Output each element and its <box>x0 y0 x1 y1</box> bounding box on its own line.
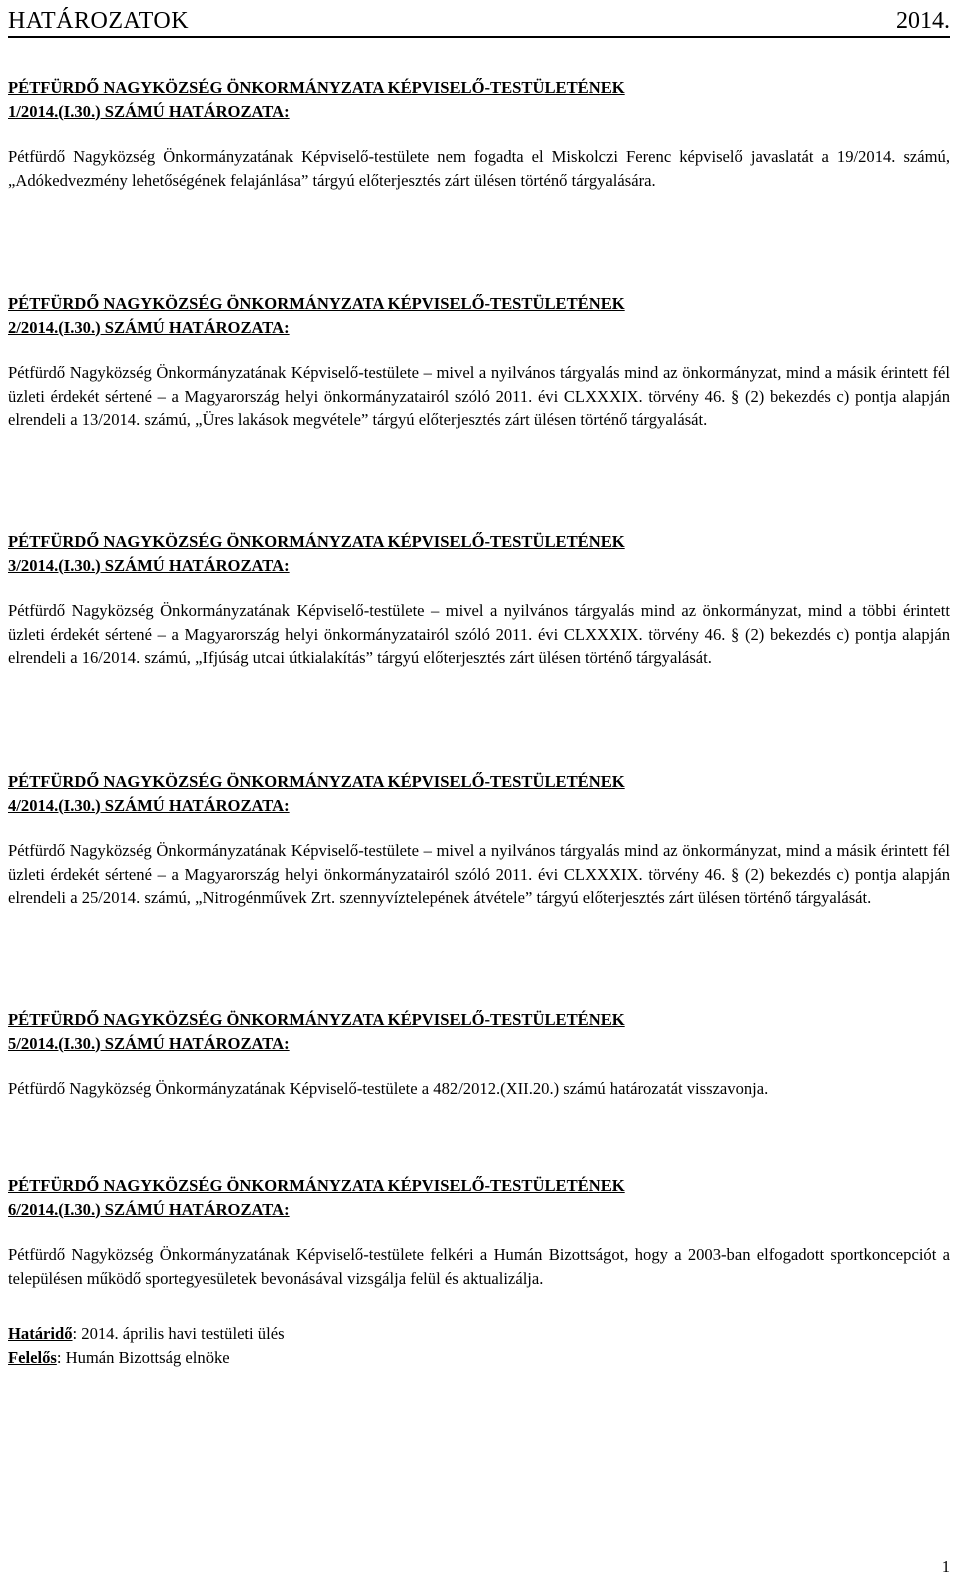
resolution-text: Pétfürdő Nagyközség Önkormányzatának Képviselő-testülete – mivel a nyilvános tárgyalás mind az önkormányzat, mind a többi érintett üzleti érdekét sértené – a Magyarország helyi önkormányzatairól szóló 2011. évi CLXXXIX. törvény 46. § (2) bekezdés c) pontja alapján elrendeli a 16/2014. számú, „Ifjúság utcai útkialakítás” tárgyú előterjesztés zárt ülésen történő tárgyalását. <box>8 601 950 667</box>
resolution-heading-body: PÉTFÜRDŐ NAGYKÖZSÉG ÖNKORMÁNYZATA KÉPVISELŐ-TESTÜLETÉNEK <box>8 78 625 97</box>
resolution-heading-body: PÉTFÜRDŐ NAGYKÖZSÉG ÖNKORMÁNYZATA KÉPVISELŐ-TESTÜLETÉNEK <box>8 532 625 551</box>
resolution-number: 3/2014.(I.30.) SZÁMÚ HATÁROZATA: <box>8 555 290 575</box>
resolution-3 <box>8 530 950 670</box>
resolution-heading-body: PÉTFÜRDŐ NAGYKÖZSÉG ÖNKORMÁNYZATA KÉPVISELŐ-TESTÜLETÉNEK <box>8 1010 625 1029</box>
resolution-heading-body: PÉTFÜRDŐ NAGYKÖZSÉG ÖNKORMÁNYZATA KÉPVISELŐ-TESTÜLETÉNEK <box>8 294 625 313</box>
resolution-heading-body: PÉTFÜRDŐ NAGYKÖZSÉG ÖNKORMÁNYZATA KÉPVISELŐ-TESTÜLETÉNEK <box>8 772 625 791</box>
responsible-line <box>8 1346 950 1370</box>
resolution-number: 5/2014.(I.30.) SZÁMÚ HATÁROZATA: <box>8 1033 290 1053</box>
resolution-6 <box>8 1174 950 1290</box>
resolution-text: Pétfürdő Nagyközség Önkormányzatának Képviselő-testülete felkéri a Humán Bizottságot, hogy a 2003-ban elfogadott sportkoncepciót a településen működő sportegyesületek bevonásával vizsgálja felül és aktualizálja. <box>8 1245 950 1288</box>
resolution-text: Pétfürdő Nagyközség Önkormányzatának Képviselő-testülete nem fogadta el Miskolczi Ferenc képviselő javaslatát a 19/2014. számú, „Adókedvezmény lehetőségének felajánlása” tárgyú előterjesztés zárt ülésen történő tárgyalására. <box>8 147 950 190</box>
resolution-5 <box>8 1008 950 1101</box>
document-title: HATÁROZATOK <box>8 8 190 34</box>
resolution-text: Pétfürdő Nagyközség Önkormányzatának Képviselő-testülete – mivel a nyilvános tárgyalás mind az önkormányzat, mind a másik érintett fél üzleti érdekét sértené – a Magyarország helyi önkormányzatairól szóló 2011. évi CLXXXIX. törvény 46. § (2) bekezdés c) pontja alapján elrendeli a 25/2014. számú, „Nitrogénművek Zrt. szennyvíztelepének átvétele” tárgyú előterjesztés zárt ülésen történő tárgyalását. <box>8 841 950 907</box>
resolution-number: 4/2014.(I.30.) SZÁMÚ HATÁROZATA: <box>8 795 290 815</box>
resolution-heading <box>8 1008 950 1055</box>
resolution-heading <box>8 76 950 123</box>
responsible-value: : Humán Bizottság elnöke <box>56 1347 230 1367</box>
page-header <box>8 4 950 38</box>
resolution-heading <box>8 1174 950 1221</box>
resolution-2 <box>8 292 950 432</box>
resolution-number: 1/2014.(I.30.) SZÁMÚ HATÁROZATA: <box>8 101 290 121</box>
deadline-label: Határidő <box>8 1324 73 1343</box>
resolution-number: 6/2014.(I.30.) SZÁMÚ HATÁROZATA: <box>8 1199 290 1219</box>
responsible-label: Felelős <box>8 1347 57 1367</box>
resolution-4 <box>8 770 950 910</box>
deadline-responsible-block <box>8 1322 950 1369</box>
document-year: 2014. <box>896 8 950 34</box>
resolution-heading <box>8 530 950 577</box>
resolution-1 <box>8 76 950 192</box>
resolution-text: Pétfürdő Nagyközség Önkormányzatának Képviselő-testülete a 482/2012.(XII.20.) számú határozatát visszavonja. <box>8 1079 769 1098</box>
deadline-line <box>8 1322 950 1346</box>
resolution-heading-body: PÉTFÜRDŐ NAGYKÖZSÉG ÖNKORMÁNYZATA KÉPVISELŐ-TESTÜLETÉNEK <box>8 1176 625 1195</box>
deadline-value: : 2014. április havi testületi ülés <box>72 1324 285 1343</box>
resolution-text: Pétfürdő Nagyközség Önkormányzatának Képviselő-testülete – mivel a nyilvános tárgyalás mind az önkormányzat, mind a másik érintett fél üzleti érdekét sértené – a Magyarország helyi önkormányzatairól szóló 2011. évi CLXXXIX. törvény 46. § (2) bekezdés c) pontja alapján elrendeli a 13/2014. számú, „Üres lakások megvétele” tárgyú előterjesztés zárt ülésen történő tárgyalását. <box>8 363 950 429</box>
page-number: 1 <box>941 1557 950 1576</box>
resolution-heading <box>8 292 950 339</box>
resolution-heading <box>8 770 950 817</box>
resolution-number: 2/2014.(I.30.) SZÁMÚ HATÁROZATA: <box>8 317 290 337</box>
